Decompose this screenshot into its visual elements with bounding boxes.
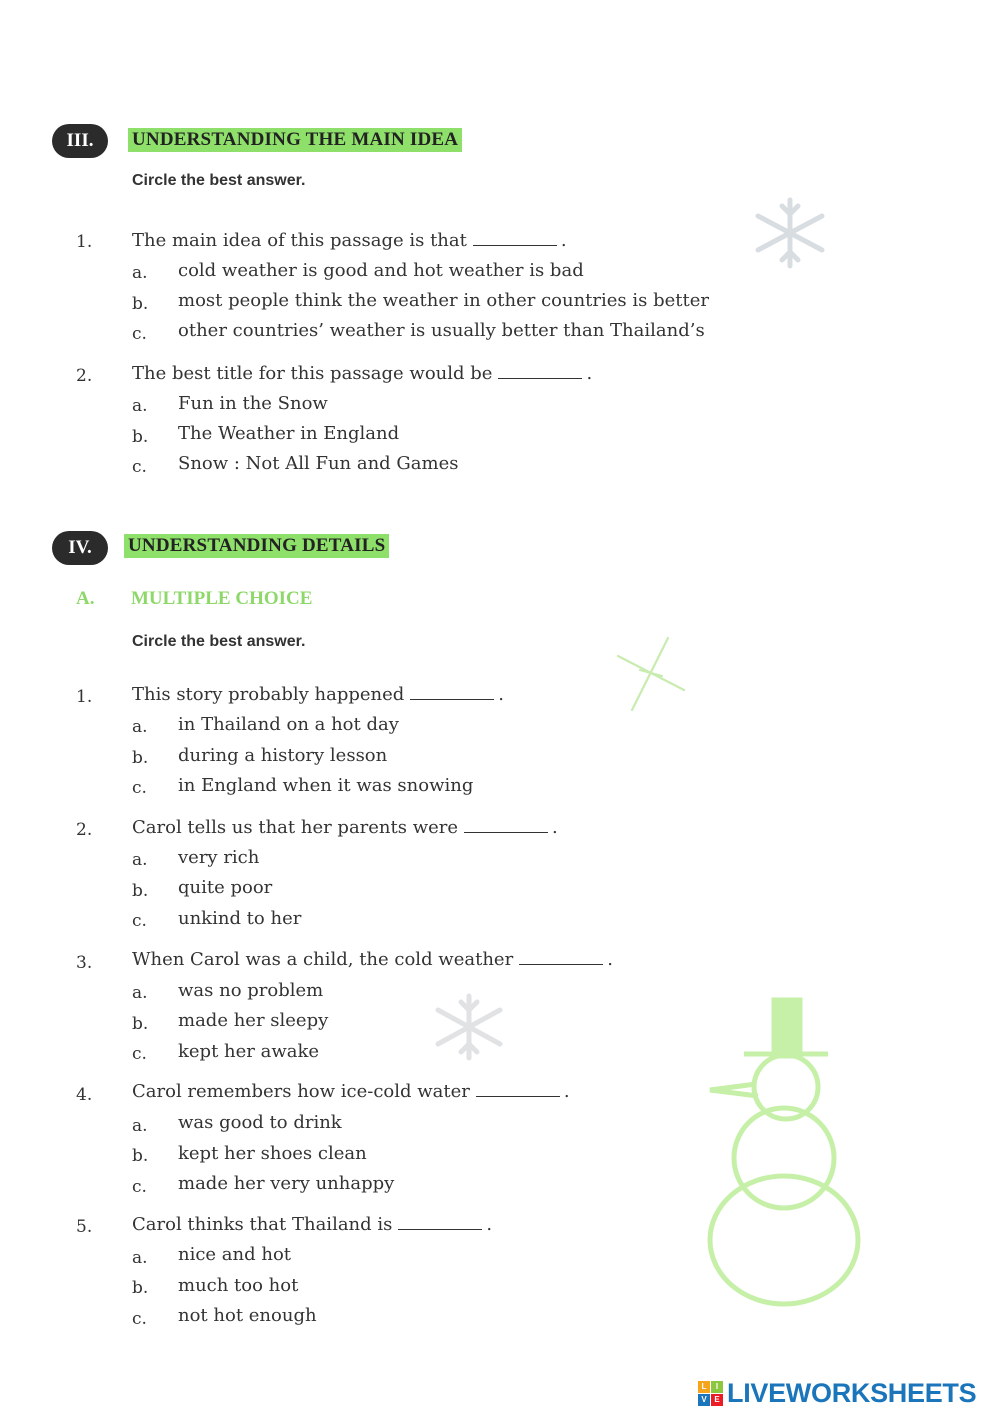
question-text bbox=[132, 949, 613, 970]
question-number: 3. bbox=[76, 953, 93, 973]
option-text[interactable]: kept her awake bbox=[178, 1041, 320, 1062]
answer-blank[interactable] bbox=[410, 687, 494, 700]
logo-letter: L bbox=[698, 1381, 710, 1393]
option-text[interactable]: made her sleepy bbox=[178, 1010, 329, 1031]
question-number: 1. bbox=[76, 232, 93, 252]
option-letter: a. bbox=[132, 263, 148, 283]
question-number: 4. bbox=[76, 1085, 93, 1105]
option-text[interactable]: Fun in the Snow bbox=[178, 393, 328, 414]
question-stem: This story probably happened bbox=[132, 684, 405, 705]
option-text[interactable]: made her very unhappy bbox=[178, 1173, 395, 1194]
option-letter: a. bbox=[132, 717, 148, 737]
question-text bbox=[132, 684, 504, 705]
question-text bbox=[132, 363, 592, 384]
option-letter: b. bbox=[132, 881, 149, 901]
question-stem: Carol remembers how ice-cold water bbox=[132, 1081, 470, 1102]
answer-blank[interactable] bbox=[473, 233, 557, 246]
logo-letter: E bbox=[711, 1394, 723, 1406]
option-letter: b. bbox=[132, 427, 149, 447]
logo-letter: V bbox=[698, 1394, 710, 1406]
option-letter: b. bbox=[132, 1146, 149, 1166]
section-number-badge: III. bbox=[52, 124, 108, 158]
option-text[interactable]: cold weather is good and hot weather is bad bbox=[178, 260, 584, 281]
question-stem: Carol tells us that her parents were bbox=[132, 817, 459, 838]
option-letter: c. bbox=[132, 1309, 147, 1329]
option-letter: c. bbox=[132, 1044, 147, 1064]
option-letter: c. bbox=[132, 457, 147, 477]
question-text bbox=[132, 817, 558, 838]
option-letter: a. bbox=[132, 850, 148, 870]
section-title: UNDERSTANDING THE MAIN IDEA bbox=[128, 128, 462, 152]
snowman-drawing bbox=[700, 992, 870, 1312]
option-text[interactable]: Snow : Not All Fun and Games bbox=[178, 453, 459, 474]
question-number: 2. bbox=[76, 366, 93, 386]
instruction-text: Circle the best answer. bbox=[132, 172, 306, 189]
option-letter: b. bbox=[132, 294, 149, 314]
question-number: 2. bbox=[76, 820, 93, 840]
question-stem: Carol thinks that Thailand is bbox=[132, 1214, 393, 1235]
option-letter: a. bbox=[132, 1116, 148, 1136]
option-text[interactable]: most people think the weather in other countries is better bbox=[178, 290, 709, 311]
question-stem: The best title for this passage would be bbox=[132, 363, 493, 384]
option-text[interactable]: very rich bbox=[178, 847, 260, 868]
question-number: 5. bbox=[76, 1217, 93, 1237]
question-stem: The main idea of this passage is that bbox=[132, 230, 467, 251]
option-letter: c. bbox=[132, 324, 147, 344]
question-end: . bbox=[563, 1081, 570, 1102]
brand-name: LIVEWORKSHEETS bbox=[727, 1378, 977, 1408]
answer-blank[interactable] bbox=[519, 952, 603, 965]
logo-letter: I bbox=[711, 1381, 723, 1393]
question-text bbox=[132, 230, 567, 251]
option-text[interactable]: was no problem bbox=[178, 980, 324, 1001]
option-text[interactable]: not hot enough bbox=[178, 1305, 317, 1326]
option-text[interactable]: nice and hot bbox=[178, 1244, 292, 1265]
question-end: . bbox=[560, 230, 567, 251]
option-text[interactable]: kept her shoes clean bbox=[178, 1143, 367, 1164]
option-letter: b. bbox=[132, 1014, 149, 1034]
option-text[interactable]: unkind to her bbox=[178, 908, 302, 929]
option-text[interactable]: quite poor bbox=[178, 877, 273, 898]
question-number: 1. bbox=[76, 687, 93, 707]
section-title: UNDERSTANDING DETAILS bbox=[124, 534, 389, 558]
option-letter: a. bbox=[132, 983, 148, 1003]
option-letter: b. bbox=[132, 1278, 149, 1298]
instruction-text: Circle the best answer. bbox=[132, 633, 306, 650]
liveworksheets-logo bbox=[698, 1378, 976, 1409]
option-text[interactable]: in Thailand on a hot day bbox=[178, 714, 399, 735]
option-letter: c. bbox=[132, 1177, 147, 1197]
option-letter: c. bbox=[132, 911, 147, 931]
question-end: . bbox=[486, 1214, 493, 1235]
option-text[interactable]: other countries’ weather is usually better than Thailand’s bbox=[178, 320, 705, 341]
question-end: . bbox=[586, 363, 593, 384]
snowflake-icon bbox=[748, 196, 832, 270]
answer-blank[interactable] bbox=[398, 1217, 482, 1230]
snowflake-icon bbox=[614, 634, 688, 714]
option-text[interactable]: The Weather in England bbox=[178, 423, 400, 444]
option-letter: a. bbox=[132, 396, 148, 416]
option-text[interactable]: in England when it was snowing bbox=[178, 775, 474, 796]
question-end: . bbox=[607, 949, 613, 970]
option-letter: b. bbox=[132, 748, 149, 768]
question-text bbox=[132, 1214, 492, 1235]
question-end: . bbox=[552, 817, 558, 838]
option-letter: c. bbox=[132, 778, 147, 798]
answer-blank[interactable] bbox=[476, 1084, 560, 1097]
logo-squares bbox=[698, 1381, 723, 1406]
option-text[interactable]: much too hot bbox=[178, 1275, 299, 1296]
option-text[interactable]: during a history lesson bbox=[178, 745, 388, 766]
question-stem: When Carol was a child, the cold weather bbox=[132, 949, 514, 970]
answer-blank[interactable] bbox=[464, 820, 548, 833]
snowflake-icon bbox=[428, 992, 510, 1062]
question-end: . bbox=[498, 684, 505, 705]
answer-blank[interactable] bbox=[498, 366, 582, 379]
option-letter: a. bbox=[132, 1248, 148, 1268]
subsection-letter: A. bbox=[76, 588, 95, 609]
section-number-badge: IV. bbox=[52, 531, 108, 565]
question-text bbox=[132, 1081, 570, 1102]
subsection-title: MULTIPLE CHOICE bbox=[131, 588, 313, 609]
option-text[interactable]: was good to drink bbox=[178, 1112, 342, 1133]
